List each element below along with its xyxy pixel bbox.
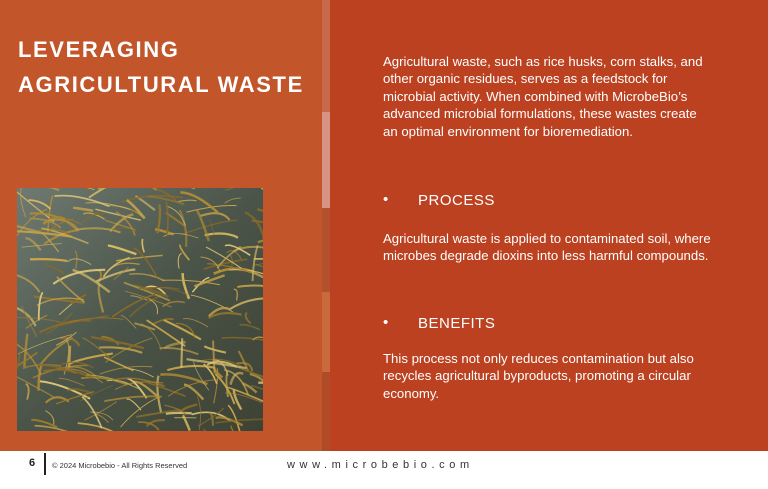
rice-stalk bbox=[166, 413, 192, 414]
rice-field-image bbox=[17, 188, 263, 431]
footer-divider bbox=[44, 453, 46, 475]
slide-title: LEVERAGING AGRICULTURAL WASTE bbox=[18, 37, 304, 97]
rice-field-photo bbox=[17, 188, 263, 431]
section-heading-text: BENEFITS bbox=[418, 315, 496, 332]
intro-paragraph: Agricultural waste, such as rice husks, corn stalks, and other organic residues, serves as a feedstock for microbial activity. When combined with MicrobeBio’s advanced microbial formulations, these wastes create an optimal environment for bioremediation. bbox=[383, 54, 703, 139]
section-heading-benefits bbox=[383, 315, 713, 335]
section-heading-text: PROCESS bbox=[418, 192, 495, 209]
bullet-icon: • bbox=[383, 314, 389, 331]
left-panel bbox=[0, 0, 322, 451]
website-url[interactable]: www.microbebio.com bbox=[287, 459, 474, 471]
benefits-paragraph: This process not only reduces contamination but also recycles agricultural byproducts, promoting a circular economy. bbox=[383, 351, 694, 401]
divider-strip bbox=[322, 0, 330, 451]
rice-stalk bbox=[69, 346, 70, 367]
copyright-text: © 2024 Microbebio - All Rights Reserved bbox=[52, 461, 188, 470]
process-paragraph: Agricultural waste is applied to contaminated soil, where microbes degrade dioxins into less harmful compounds. bbox=[383, 231, 711, 264]
rice-stalk bbox=[181, 338, 182, 367]
page-number: 6 bbox=[29, 457, 36, 469]
bullet-icon: • bbox=[383, 191, 389, 208]
section-heading-process bbox=[383, 192, 713, 212]
